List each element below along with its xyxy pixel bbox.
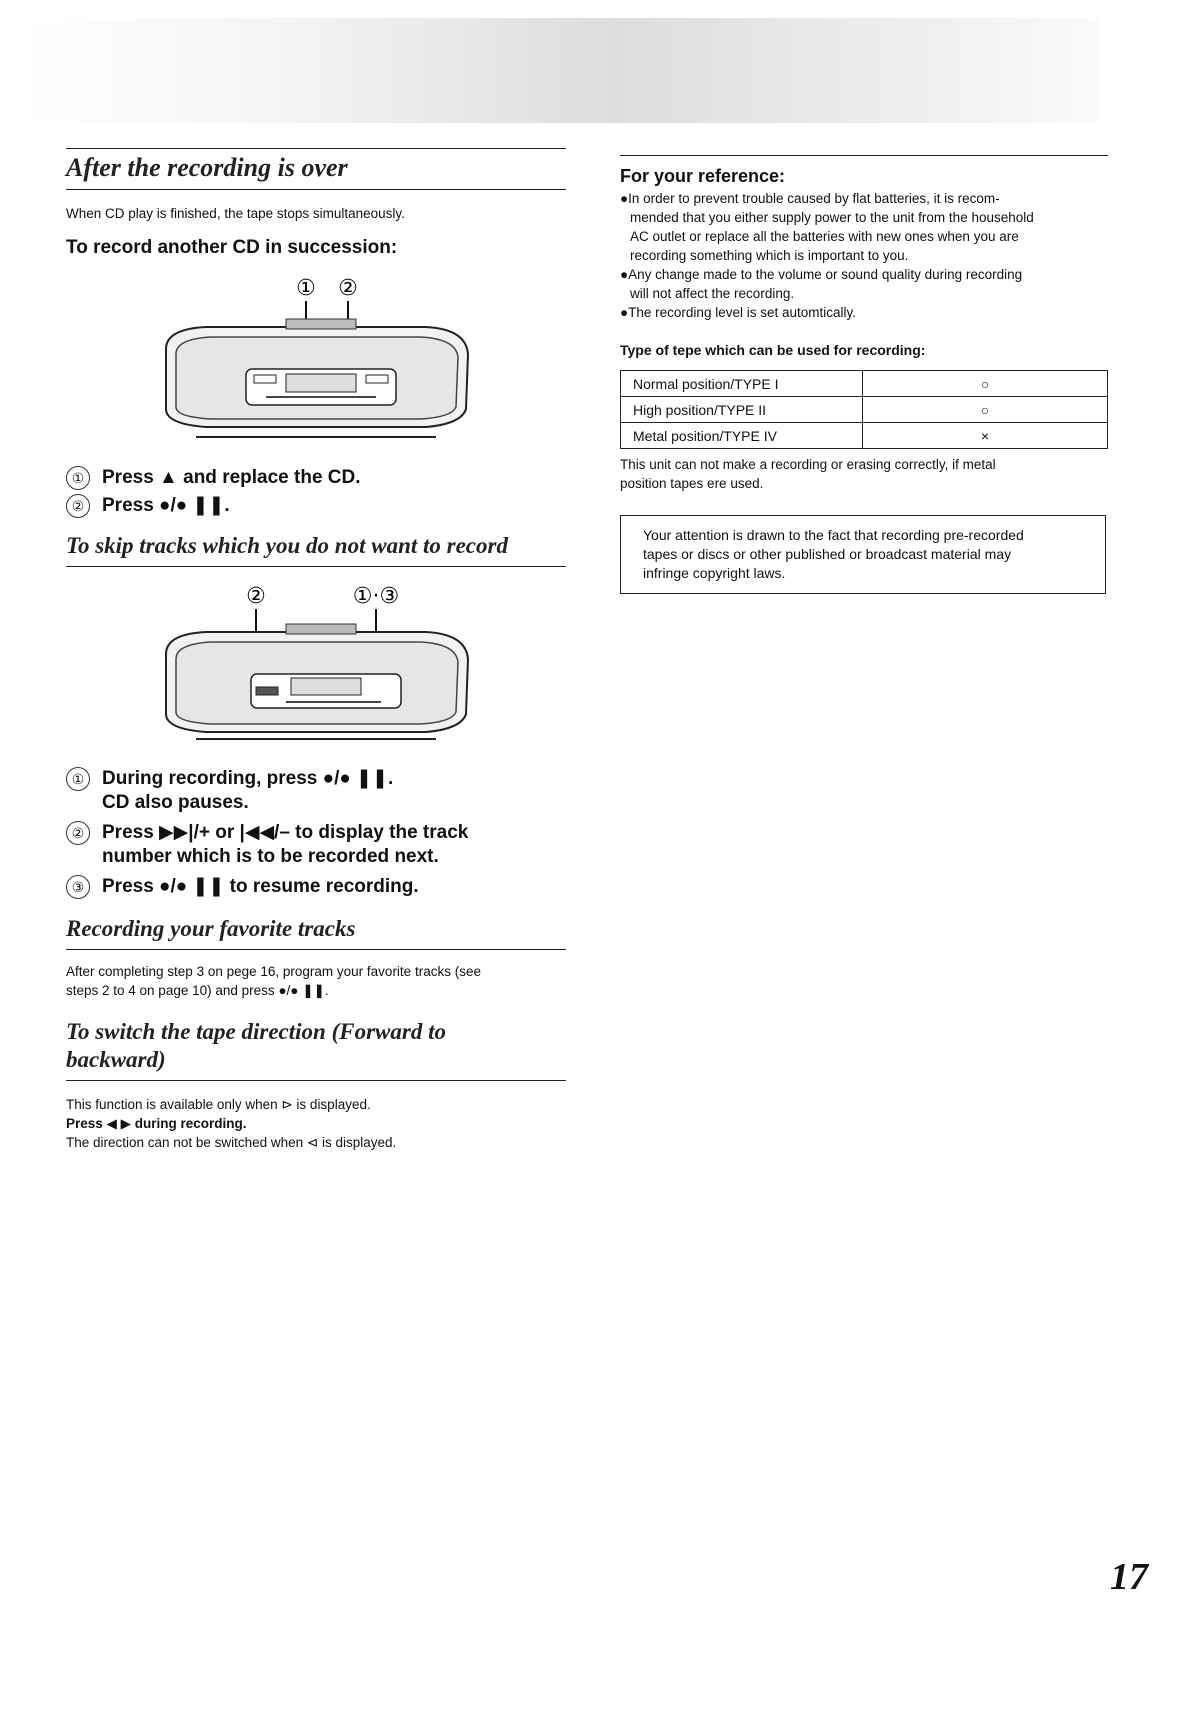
reference-list <box>620 189 1108 322</box>
steps-skip-tracks <box>66 767 566 899</box>
steps-record-another <box>66 466 566 518</box>
tape-type-heading: Type of tepe which can be used for recording: <box>620 342 926 358</box>
rule <box>66 148 566 149</box>
step-number: ③ <box>66 875 90 899</box>
step-text-line2: number which is to be recorded next. <box>102 846 439 867</box>
step-resume-recording <box>66 875 566 899</box>
heading-line: To switch the tape direction (Forward to <box>66 1019 446 1044</box>
text-line-bold: Press ◀ ▶ during recording. <box>66 1116 247 1131</box>
reference-line: recording something which is important to you. <box>630 248 909 263</box>
callout-label: ② <box>338 276 358 301</box>
callout-label: ①·③ <box>352 584 400 609</box>
para-favorite-tracks <box>66 962 566 1000</box>
step-press-record <box>66 494 566 518</box>
rule <box>66 1080 566 1081</box>
rule <box>620 155 1108 156</box>
right-column <box>620 155 1105 594</box>
heading-after-recording: After the recording is over <box>66 153 348 182</box>
tape-type-table <box>620 370 1108 449</box>
callout-label: ① <box>296 276 316 301</box>
text-line: This function is available only when ⊳ is displayed. <box>66 1097 371 1112</box>
table-row <box>621 397 1108 423</box>
step-text: During recording, press ●/● ❚❚. <box>102 768 394 789</box>
boombox-illustration-1 <box>136 269 496 454</box>
step-select-track <box>66 821 566 869</box>
tape-type-cell: Metal position/TYPE IV <box>621 423 863 449</box>
step-number: ① <box>66 767 90 791</box>
reference-line: ●Any change made to the volume or sound quality during recording <box>620 267 1023 282</box>
notice-line: Your attention is drawn to the fact that recording pre-recorded <box>643 527 1024 543</box>
step-text: Press ▲ and replace the CD. <box>102 467 361 488</box>
heading-line: backward) <box>66 1047 166 1072</box>
heading-switch-direction <box>66 1018 566 1074</box>
tape-mark-cell: × <box>863 423 1108 449</box>
table-row <box>621 371 1108 397</box>
rule <box>66 949 566 950</box>
heading-favorite-tracks: Recording your favorite tracks <box>66 916 356 941</box>
tape-type-cell: High position/TYPE II <box>621 397 863 423</box>
reference-heading: For your reference: <box>620 166 786 186</box>
reference-line: ●In order to prevent trouble caused by flat batteries, it is recom- <box>620 191 1000 206</box>
step-number: ② <box>66 494 90 518</box>
boombox-illustration-2 <box>136 579 496 749</box>
text-line: After completing step 3 on pege 16, program your favorite tracks (see <box>66 964 481 979</box>
rule <box>66 566 566 567</box>
copyright-notice-box <box>620 515 1106 594</box>
subheading-record-another: To record another CD in succession: <box>66 237 398 258</box>
para-switch-direction <box>66 1095 566 1152</box>
tape-type-cell: Normal position/TYPE I <box>621 371 863 397</box>
tape-note <box>620 455 1108 493</box>
step-pause-recording <box>66 767 566 815</box>
notice-line: tapes or discs or other published or broadcast material may <box>643 546 1012 562</box>
step-replace-cd <box>66 466 566 490</box>
reference-line: ●The recording level is set automtically. <box>620 305 856 320</box>
notice-line: infringe copyright laws. <box>643 565 786 581</box>
rule <box>66 189 566 190</box>
tape-mark-cell: ○ <box>863 371 1108 397</box>
text-line: This unit can not make a recording or erasing correctly, if metal <box>620 457 996 472</box>
left-column <box>66 148 566 1152</box>
text-line: The direction can not be switched when ⊲ is displayed. <box>66 1135 397 1150</box>
step-body <box>102 767 393 815</box>
step-body <box>102 821 468 869</box>
table-row <box>621 423 1108 449</box>
step-number: ① <box>66 466 90 490</box>
tape-mark-cell: ○ <box>863 397 1108 423</box>
reference-line: will not affect the recording. <box>630 286 795 301</box>
step-text: Press ▶▶|/+ or |◀◀/– to display the track <box>102 822 469 843</box>
callout-label: ② <box>246 584 266 609</box>
page-number: 17 <box>1110 1556 1148 1598</box>
step-text-line2: CD also pauses. <box>102 792 249 813</box>
reference-line: AC outlet or replace all the batteries with new ones when you are <box>630 229 1019 244</box>
para-cd-finished: When CD play is finished, the tape stops simultaneously. <box>66 206 405 221</box>
step-text: Press ●/● ❚❚ to resume recording. <box>102 876 419 897</box>
heading-skip-tracks: To skip tracks which you do not want to record <box>66 533 508 558</box>
text-line: steps 2 to 4 on page 10) and press ●/● ❚❚. <box>66 983 329 998</box>
reference-line: mended that you either supply power to the unit from the household <box>630 210 1034 225</box>
step-number: ② <box>66 821 90 845</box>
header-banner <box>20 18 1100 123</box>
step-text: Press ●/● ❚❚. <box>102 495 230 516</box>
text-line: position tapes ere used. <box>620 476 764 491</box>
